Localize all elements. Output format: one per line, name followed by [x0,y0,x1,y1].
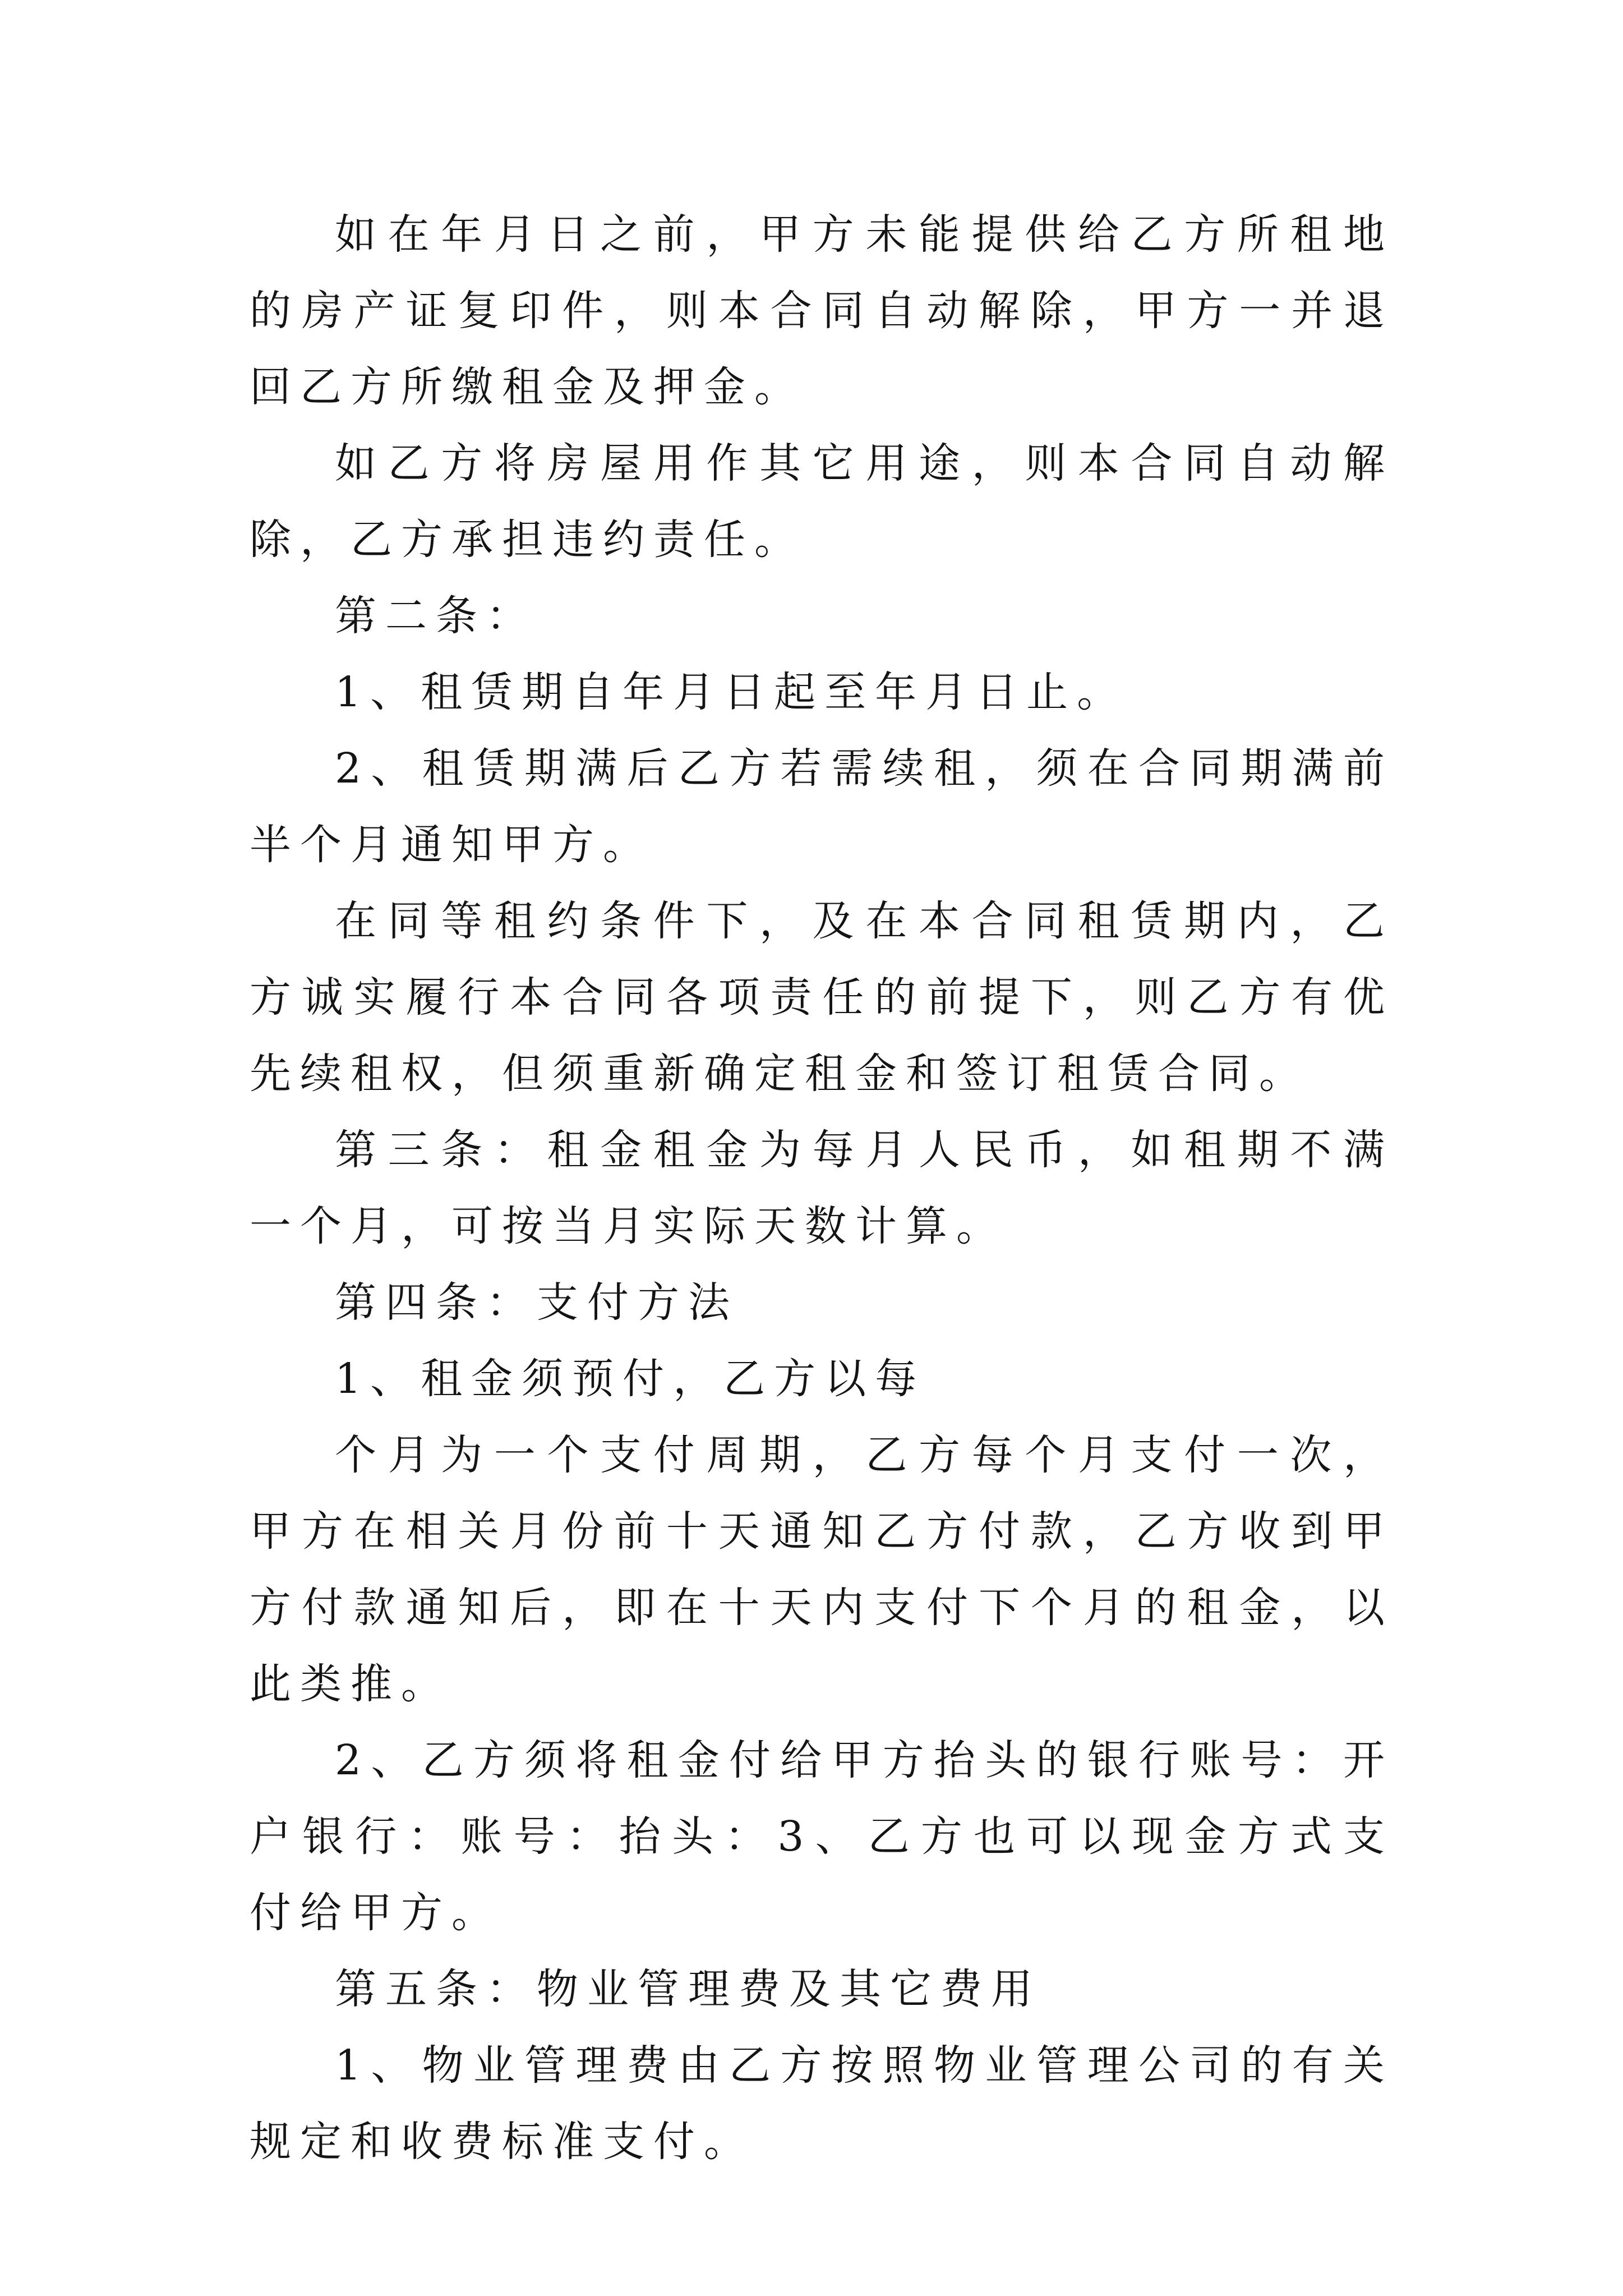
paragraph: 个月为一个支付周期，乙方每个月支付一次，甲方在相关月份前十天通知乙方付款，乙方收到甲方付款通知后，即在十天内支付下个月的租金，以此类推。 [250,1431,1394,1708]
paragraph: 2、租赁期满后乙方若需续租，须在合同期满前半个月通知甲方。 [250,744,1394,869]
paragraph: 如在年月日之前，甲方未能提供给乙方所租地的房产证复印件，则本合同自动解除，甲方一并退回乙方所缴租金及押金。 [250,210,1394,411]
paragraph: 第三条：租金租金为每月人民币，如租期不满一个月，可按当月实际天数计算。 [250,1126,1394,1250]
section-heading: 第五条：物业管理费及其它费用 [335,1965,1041,2013]
paragraph: 1、租金须预付，乙方以每 [335,1355,926,1403]
section-heading: 第二条： [335,592,537,640]
document-body [250,196,1394,2180]
paragraph: 1、租赁期自年月日起至年月日止。 [335,668,1128,716]
section-heading: 第四条：支付方法 [335,1278,739,1327]
paragraph: 如乙方将房屋用作其它用途，则本合同自动解除，乙方承担违约责任。 [250,439,1394,564]
paragraph: 1、物业管理费由乙方按照物业管理公司的有关规定和收费标准支付。 [250,2041,1394,2166]
paragraph: 2、乙方须将租金付给甲方抬头的银行账号：开户银行：账号：抬头：3、乙方也可以现金方式支付给甲方。 [250,1736,1394,1937]
paragraph: 在同等租约条件下，及在本合同租赁期内，乙方诚实履行本合同各项责任的前提下，则乙方有优先续租权，但须重新确定租金和签订租赁合同。 [250,897,1394,1098]
